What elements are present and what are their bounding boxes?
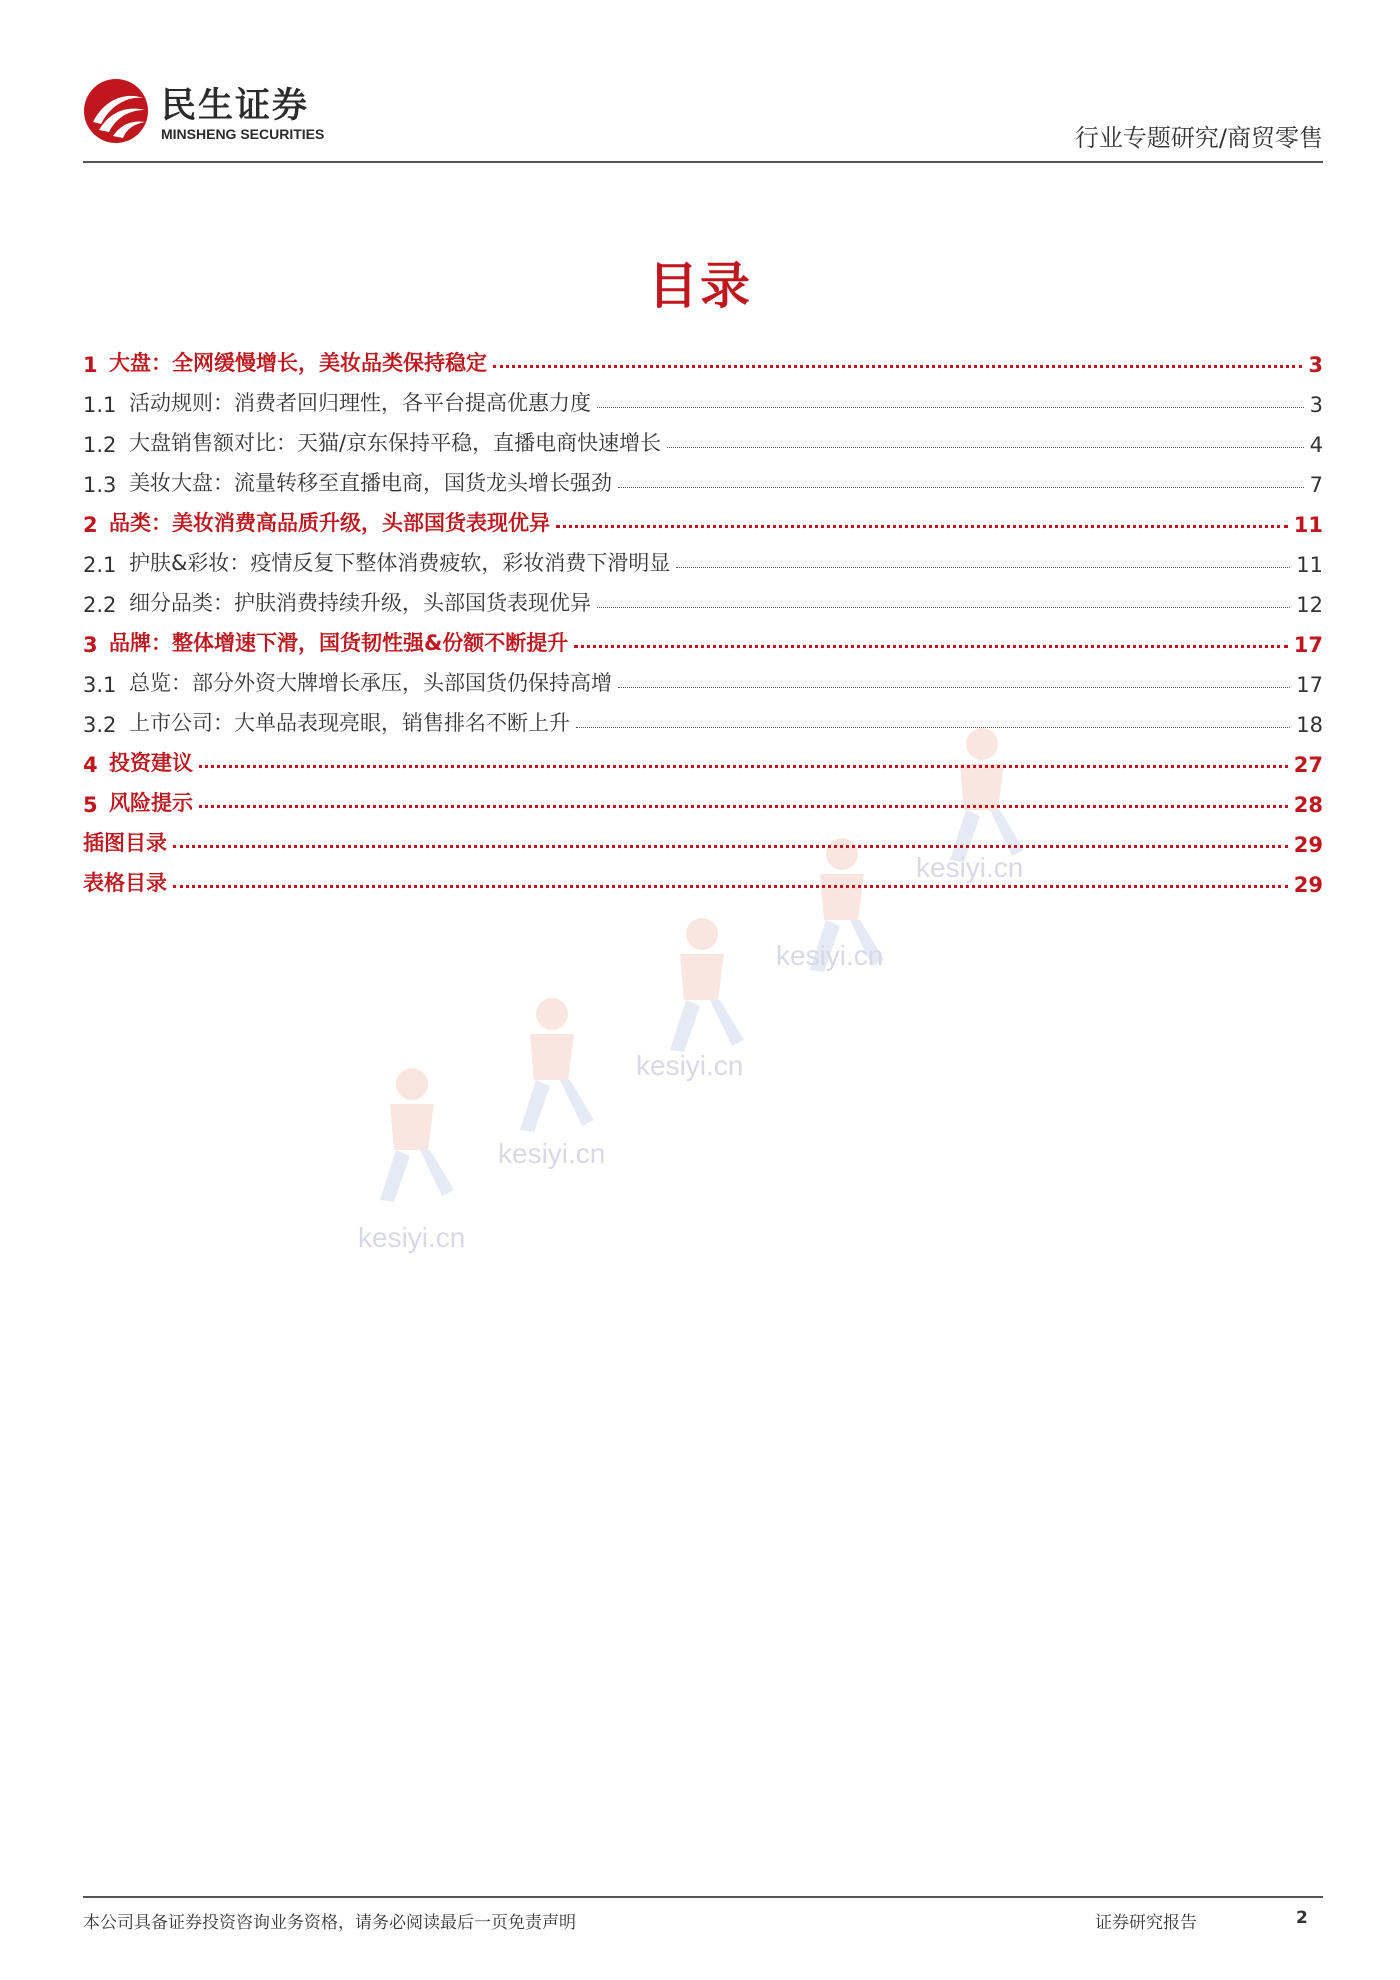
toc-dot-leader [676, 567, 1290, 568]
toc-entry-number: 2 [83, 513, 98, 537]
watermark-text: kesiyi.cn [916, 852, 1024, 883]
toc-entry-number: 1.1 [83, 393, 117, 417]
toc-entry-title: 风险提示 [109, 791, 193, 815]
toc-entry-title: 上市公司：大单品表现亮眼，销售排名不断上升 [129, 711, 570, 735]
toc-dot-leader [199, 765, 1288, 768]
toc-dot-leader [618, 487, 1304, 488]
toc-entry-page: 4 [1309, 433, 1323, 457]
toc-entry-title: 品牌：整体增速下滑，国货韧性强&份额不断提升 [109, 631, 569, 655]
toc-entry-title: 护肤&彩妆：疫情反复下整体消费疲软，彩妆消费下滑明显 [129, 551, 671, 575]
toc-entry-number: 1 [83, 353, 98, 377]
toc-entry-section-1-3[interactable] [83, 457, 1323, 497]
toc-dot-leader [618, 687, 1290, 688]
brand-name-en: MINSHENG SECURITIES [161, 126, 325, 142]
toc-entry-number: 3 [83, 633, 98, 657]
toc-entry-title: 大盘：全网缓慢增长，美妆品类保持稳定 [109, 351, 487, 375]
toc-entry-section-4[interactable] [83, 737, 1323, 777]
toc-entry-page: 29 [1293, 833, 1323, 857]
footer-report-type: 证券研究报告 [1095, 1913, 1197, 1933]
toc-entry-title: 活动规则：消费者回归理性，各平台提高优惠力度 [129, 391, 591, 415]
minsheng-logo-icon [83, 78, 149, 144]
page-header [83, 72, 1323, 164]
toc-entry-number: 3.1 [83, 673, 117, 697]
toc-entry-section-2[interactable] [83, 497, 1323, 537]
toc-entry-title: 细分品类：护肤消费持续升级，头部国货表现优异 [129, 591, 591, 615]
toc-entry-page: 28 [1293, 793, 1323, 817]
footer-divider [83, 1896, 1323, 1898]
toc-entry-page: 3 [1308, 353, 1323, 377]
toc-entry-page: 18 [1296, 713, 1323, 737]
toc-entry-title: 美妆大盘：流量转移至直播电商，国货龙头增长强劲 [129, 471, 612, 495]
toc-dot-leader [173, 845, 1288, 848]
toc-entry-section-2-2[interactable] [83, 577, 1323, 617]
watermark-text: kesiyi.cn [498, 1138, 606, 1169]
toc-entry-page: 17 [1296, 673, 1323, 697]
header-divider [83, 161, 1323, 163]
watermark-figure-icon [640, 910, 750, 1060]
toc-entry-page: 11 [1293, 513, 1323, 537]
toc-entry-section-1-2[interactable] [83, 417, 1323, 457]
toc-entry-title: 总览：部分外资大牌增长承压，头部国货仍保持高增 [129, 671, 612, 695]
toc-entry-number: 3.2 [83, 713, 117, 737]
toc-entry-number: 1.3 [83, 473, 117, 497]
toc-title: 目录 [648, 257, 752, 315]
toc-entry-page: 12 [1296, 593, 1323, 617]
toc-entry-figure-list[interactable] [83, 817, 1323, 857]
toc-entry-section-1-1[interactable] [83, 377, 1323, 417]
toc-entry-title: 插图目录 [83, 831, 167, 855]
toc-entry-title: 表格目录 [83, 871, 167, 895]
toc-entry-title: 投资建议 [109, 751, 193, 775]
toc-entry-section-3-2[interactable] [83, 697, 1323, 737]
watermark-figure-icon [490, 990, 600, 1140]
toc-dot-leader [199, 805, 1288, 808]
toc-entry-page: 7 [1309, 473, 1323, 497]
toc-dot-leader [597, 407, 1304, 408]
toc-entry-section-1[interactable] [83, 337, 1323, 377]
toc-dot-leader [576, 727, 1290, 728]
toc-entry-number: 1.2 [83, 433, 117, 457]
toc-entry-title: 大盘销售额对比：天猫/京东保持平稳，直播电商快速增长 [129, 431, 662, 455]
toc-dot-leader [597, 607, 1290, 608]
toc-entry-number: 4 [83, 753, 98, 777]
watermark-figure-icon [350, 1060, 460, 1210]
toc-entry-section-5[interactable] [83, 777, 1323, 817]
toc-dot-leader [173, 885, 1288, 888]
toc-entry-number: 5 [83, 793, 98, 817]
table-of-contents [83, 337, 1323, 897]
toc-entry-title: 品类：美妆消费高品质升级，头部国货表现优异 [109, 511, 550, 535]
toc-entry-section-3-1[interactable] [83, 657, 1323, 697]
footer-disclaimer: 本公司具备证券投资咨询业务资格，请务必阅读最后一页免责声明 [83, 1913, 576, 1933]
toc-entry-number: 2.2 [83, 593, 117, 617]
brand-name-cn: 民生证券 [161, 86, 310, 126]
toc-entry-number: 2.1 [83, 553, 117, 577]
toc-dot-leader [556, 525, 1288, 528]
report-category: 行业专题研究/商贸零售 [1074, 124, 1323, 152]
toc-entry-page: 27 [1293, 753, 1323, 777]
toc-entry-page: 11 [1296, 553, 1323, 577]
watermark-text: kesiyi.cn [636, 1050, 744, 1081]
toc-entry-page: 3 [1309, 393, 1323, 417]
toc-dot-leader [493, 365, 1302, 368]
toc-entry-section-2-1[interactable] [83, 537, 1323, 577]
toc-entry-section-3[interactable] [83, 617, 1323, 657]
page-number: 2 [1296, 1908, 1308, 1928]
watermark-text: kesiyi.cn [776, 940, 884, 971]
toc-entry-page: 29 [1293, 873, 1323, 897]
toc-entry-page: 17 [1293, 633, 1323, 657]
toc-entry-table-list[interactable] [83, 857, 1323, 897]
watermark-text: kesiyi.cn [358, 1222, 466, 1253]
toc-dot-leader [574, 645, 1287, 648]
toc-dot-leader [667, 447, 1304, 448]
